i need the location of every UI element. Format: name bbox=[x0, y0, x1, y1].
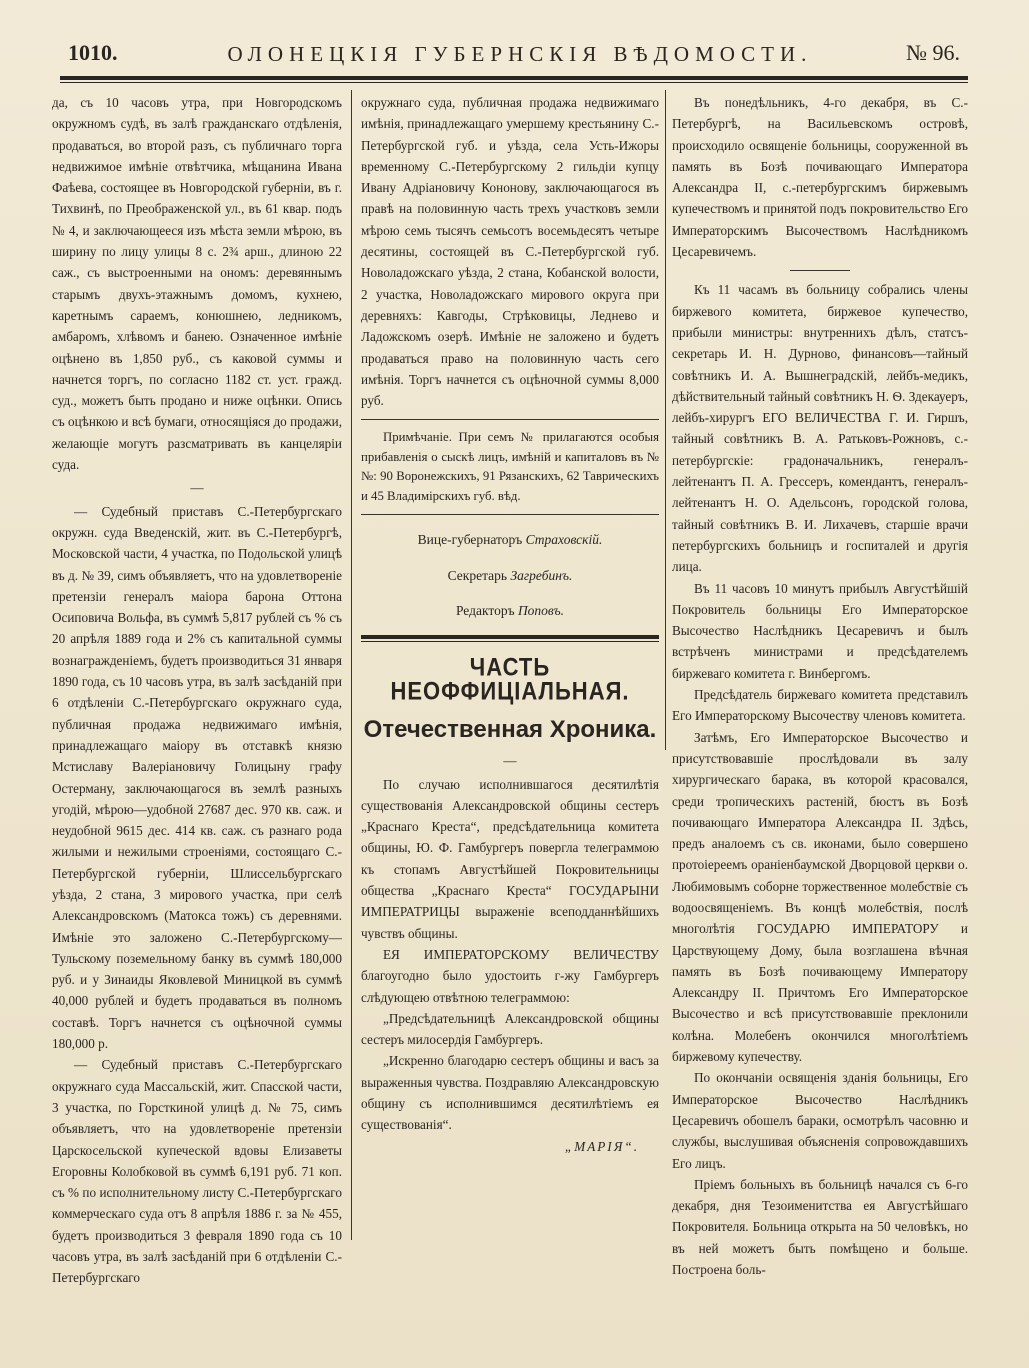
section-rule-thick bbox=[361, 635, 659, 639]
short-rule bbox=[790, 270, 850, 271]
page-header bbox=[60, 38, 970, 68]
separator-dash: — bbox=[503, 753, 517, 769]
chronicle-paragraph-2: ЕЯ ИМПЕРАТОРСКОМУ ВЕЛИЧЕСТВУ благоугодно было удостоить г-жу Гамбургеръ слѣдующею отвѣтною телеграммою: bbox=[361, 946, 659, 1005]
section-rule-thin bbox=[361, 641, 659, 642]
telegram-signature: „МАРІЯ“. bbox=[564, 1138, 639, 1154]
rule bbox=[361, 514, 659, 515]
signature-name: Страховскій. bbox=[525, 532, 603, 548]
signature-vice-governor bbox=[361, 529, 659, 550]
hospital-paragraph-1: Въ понедѣльникъ, 4-го декабря, въ С.-Петербургѣ, на Васильевскомъ островѣ, происходило освященіе больницы, сооруженной въ память въ Бозѣ почивающаго Императора Александра II, с.-петербургскимъ биржевымъ купечествомъ и принятой подъ покровительство Его Императорскимъ Высочествомъ Наслѣдникомъ Цесаревичемъ. bbox=[672, 95, 968, 260]
signature-name: Загребинъ. bbox=[510, 567, 573, 583]
signature-name: Поповъ. bbox=[517, 603, 565, 619]
hospital-paragraph-4: Предсѣдатель биржеваго комитета представилъ Его Императорскому Высочеству членовъ комитета. bbox=[672, 687, 968, 724]
signature-title: Секретарь bbox=[447, 567, 508, 583]
rule bbox=[361, 419, 659, 420]
chronicle-heading: Отечественная Хроника. bbox=[363, 715, 657, 743]
hospital-paragraph-7: Пріемъ больныхъ въ больницѣ начался съ 6-го декабря, дня Тезоименитства ея Августѣйшаго Покровителя. Больница открыта на 50 человѣкъ, но въ ней можетъ быть помѣщено и больше. Построена боль- bbox=[672, 1176, 968, 1278]
chronicle-paragraph-1: По случаю исполнившагося десятилѣтія существованія Александровской общины сестеръ „Краснаго Креста“, предсѣдательница комитета общины, Ю. Ф. Гамбургеръ повергла телеграммою къ стопамъ Августѣйшей Покровительницы общества „Краснаго Креста“ ГОСУДАРЫНИ ИМПЕРАТРИЦЫ выраженіе всеподданнѣйшихъ чувствъ общины. bbox=[361, 776, 659, 941]
hospital-paragraph-6: По окончаніи освященія зданія больницы, Его Императорское Высочество Наслѣдникъ Цесаревичъ обошелъ бараки, осмотрѣлъ часовню и службы, выслушивая объясненія сопровождавшихъ Его лицъ. bbox=[672, 1070, 968, 1171]
column-divider-1 bbox=[351, 90, 352, 1240]
telegram-address: „Предсѣдательницѣ Александровской общины сестеръ милосердія Гамбургеръ. bbox=[361, 1010, 659, 1048]
column-3 bbox=[672, 92, 968, 1280]
hospital-paragraph-5: Затѣмъ, Его Императорское Высочество и присутствовавшіе прослѣдовали въ залу хирургическаго барака, въ которой красовался, среди тропическихъ растеній, бюстъ въ Бозѣ почивающаго Императора Александра II. Здѣсь, предъ аналоемъ съ св. иконами, было совершено протоіереемъ ораніенбаумской Дворцовой церкви о. Любимовымъ соборне торжественное молебствіе съ водоосвященіемъ. Въ концѣ молебствія, послѣ многолѣтія ГОСУДАРЮ ИМПЕРАТОРУ и Царствующему Дому, была возглашена вѣчная память въ Бозѣ почивающему Императору Александру II. Причтомъ Его Императорское Высочество и всѣ присутствовавшіе преклонили колѣна. Молебенъ окончился многолѣтіемъ биржевому купечеству. bbox=[672, 729, 968, 1065]
separator-dash: — bbox=[190, 480, 204, 496]
signature-title: Редакторъ bbox=[455, 603, 515, 619]
column-1 bbox=[52, 92, 342, 1289]
newspaper-title: ОЛОНЕЦКІЯ ГУБЕРНСКІЯ ВѢДОМОСТИ. bbox=[227, 42, 813, 66]
court-notice-4: окружнаго суда, публичная продажа недвижимаго имѣнія, принадлежащаго умершему крестьянину С.-Петербургской губ. и уѣзда, села Усть-Ижоры временному С.-Петербургскому 2 гильдіи купцу Ивану Адріановичу Кононову, заключающагося въ правѣ на половинную часть трехъ участковъ земли мѣрою семь тысячъ семьсотъ восемьдесятъ четыре десятины, состоящей въ С.-Петербургской губ. Новоладожскаго уѣзда, 2 стана, Кобанской волости, 2 участка, Новоладожскаго мирового округа при деревняхъ: Кавгоды, Стрѣковицы, Леднево и Ладожскомъ озерѣ. Имѣніе не заложено и будетъ продаваться право на половинную часть сего имѣнія. Торгъ начнется съ оцѣночной суммы 8,000 руб. bbox=[361, 95, 659, 409]
supplement-note: Примѣчаніе. При семъ № прилагаются особыя прибавленія о сыскѣ лицъ, имѣній и капиталовъ въ №№: 90 Воронежскихъ, 91 Рязанскихъ, 62 Таврическихъ и 45 Владимірскихъ губ. вѣд. bbox=[361, 430, 659, 503]
telegram-text: „Искренно благодарю сестеръ общины и васъ за выраженныя чувства. Поздравляю Александровскую общину съ исполнившимся десятилѣтіемъ ея существованія“. bbox=[361, 1053, 659, 1133]
header-rule bbox=[60, 76, 968, 80]
column-2 bbox=[361, 92, 659, 1157]
header-rule-thin bbox=[60, 82, 968, 83]
court-notice-2: — Судебный приставъ С.-Петербургскаго окружн. суда Введенскій, жит. въ С.-Петербургѣ, Московской части, 4 участка, по Подольской улицѣ въ д. № 39, симъ объявляетъ, что на удовлетвореніе претензіи генералъ маіора барона Оттона Осиповича Вольфа, въ суммѣ 5,817 рублей съ % съ 20 апрѣля 1889 года и 2% съ капитальной суммы вознагражденіемъ, будетъ производиться 31 января 1890 года, съ 10 часовъ утра, въ залѣ засѣданій при 6 отдѣленіи С.-Петербургскаго окружнаго суда, публичная продажа недвижимаго имѣнія, принадлежащаго маіору въ отставкѣ князю Мстиславу Валеріановичу Голицыну графу Остерману, заключающагося въ землѣ разныхъ угодій, мѣрою—удобной 27687 дес. 970 кв. саж. и неудобной 9615 дес. 414 кв. саж. съ разнаго рода жилыми и нежилыми строеніями, состоящаго С.-Петербургской губерніи, Шлиссельбургскаго уѣзда, 2 стана, 3 мирового участка, при селѣ Александровскомъ (Матокса тожъ) съ деревнями. Имѣніе это заложено С.-Петербургскому—Тульскому поземельному банку въ суммѣ 180,000 руб. и у Зинаиды Яковлевой Миницкой въ суммѣ 40,000 рублей и будетъ продаваться въ полномъ составѣ. Торгъ начнется съ оцѣночной суммы 180,000 р. bbox=[52, 503, 342, 1052]
court-notice-1: да, съ 10 часовъ утра, при Новгородскомъ окружномъ судѣ, въ залѣ гражданскаго отдѣленія, продаваться, во второй разъ, съ публичнаго торга недвижимое имѣніе отвѣтчика, мѣщанина Ивана Фаѣева, состоящее въ Новгородской губерніи, въ г. Тихвинѣ, по Преображенской ул., въ 61 квар. подъ № 4, и заключающееся изъ мѣста земли мѣрою, въ ширину по лицу улицы 8 с. 2¾ арш., длиною 22 саж., съ выстроенными на ономъ: деревяннымъ старымъ двухъ-этажнымъ домомъ, кухнею, каретнымъ сараемъ, конюшнею, ледникомъ, амбаромъ, хлѣвомъ и банею. Означенное имѣніе оцѣнено въ 1,850 руб., съ каковой суммы и начнется торгъ, по согласно 1182 ст. уст. гражд. суд., можетъ быть продано и ниже оцѣнки. Опись съ оцѣнкою и всѣ бумаги, относящіяся до продажи, желающіе могутъ разсматривать въ канцеляріи суда. bbox=[52, 95, 342, 473]
court-notice-3: — Судебный приставъ С.-Петербургскаго окружнаго суда Массальскій, жит. Спасской части, 3 участка, по Горсткиной улицѣ д. № 75, симъ объявляетъ, что на удовлетвореніе претензіи Царскосельской купеческой вдовы Елизаветы Егоровны Колобковой въ суммѣ 6,191 руб. 71 коп. съ % по исполнительному листу С.-Петербургскаго коммерческаго суда отъ 8 апрѣля 1886 г. за № 455, будетъ производиться 3 февраля 1890 года съ 10 часовъ утра, въ залѣ засѣданій при 6 отдѣленіи С.-Петербургскаго bbox=[52, 1057, 342, 1286]
section-heading: ЧАСТЬ НЕОФФИЦІАЛЬНАЯ. bbox=[390, 652, 630, 707]
hospital-paragraph-2: Къ 11 часамъ въ больницу собрались члены биржевого комитета, биржевое купечество, прибыли министры: внутреннихъ дѣлъ, статсъ-секретарь И. Н. Дурново, финансовъ—тайный совѣтникъ И. А. Вышнеградскій, лейбъ-медикъ, дѣйствительный тайный совѣтникъ Н. Ѳ. Здекауеръ, лейбъ-хирургъ ЕГО ВЕЛИЧЕСТВА Г. И. Гиршъ, тайный совѣтникъ В. А. Ратьковъ-Рожновъ, с.-петербургскіе: градоначальникъ, генералъ-лейтенантъ П. А. Грессеръ, комендантъ, генералъ-лейтенантъ Н. О. Адельсонъ, городской голова, тайный совѣтникъ В. И. Лихачевъ, старшіе врачи петербургскихъ больницъ и госпиталей и другія лица. bbox=[672, 282, 968, 575]
page-number: 1010. bbox=[68, 40, 118, 65]
signature-editor bbox=[361, 600, 659, 621]
column-divider-2 bbox=[665, 90, 666, 750]
signature-title: Вице-губернаторъ bbox=[417, 532, 523, 548]
hospital-paragraph-3: Въ 11 часовъ 10 минутъ прибылъ Августѣйшій Покровитель больницы Его Императорское Высочество Наслѣдникъ Цесаревичъ и былъ встрѣченъ министрами и предсѣдателемъ биржеваго комитета г. Винбергомъ. bbox=[672, 580, 968, 681]
signature-secretary bbox=[361, 565, 659, 586]
issue-number: № 96. bbox=[906, 40, 960, 65]
